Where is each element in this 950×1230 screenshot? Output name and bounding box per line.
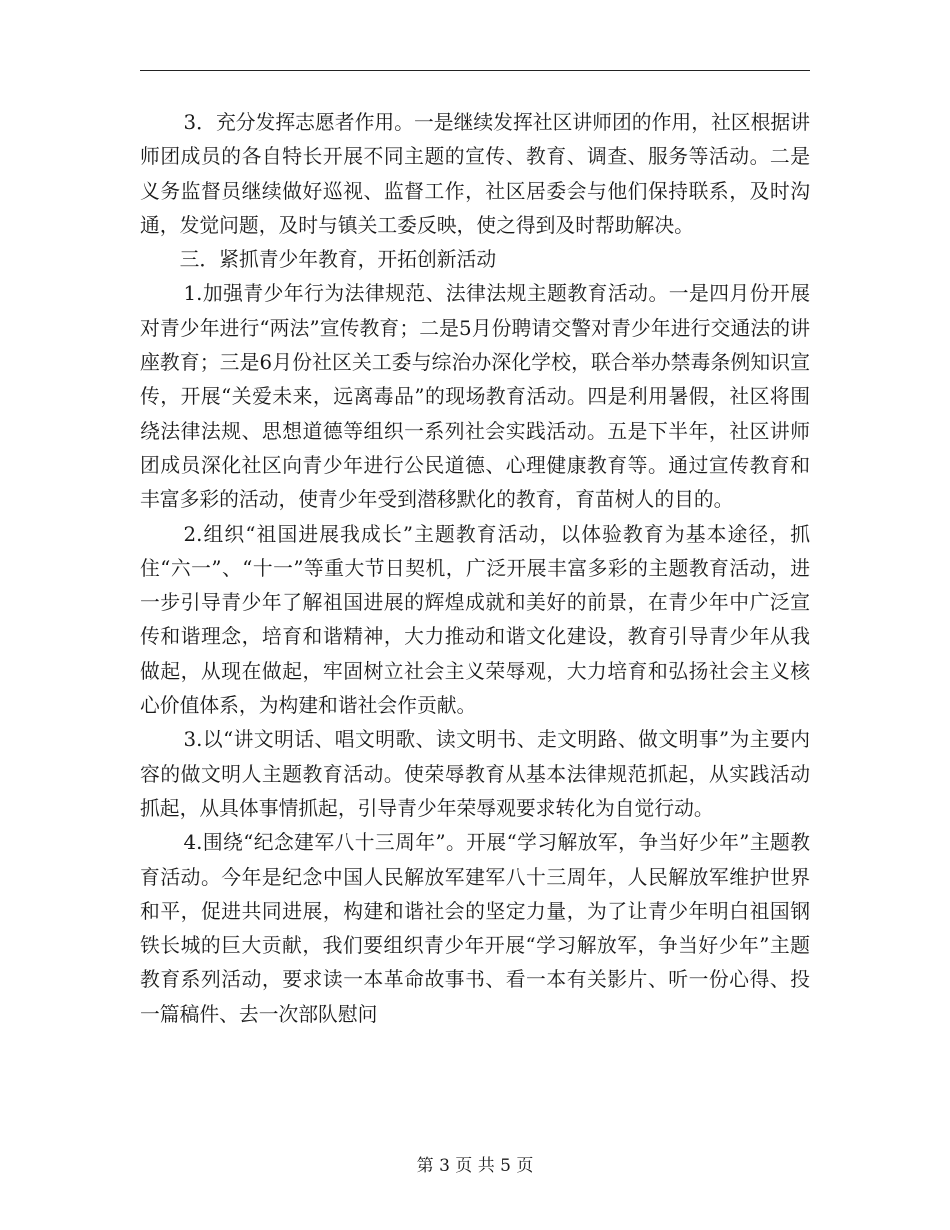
section-heading-youth-education: 三．紧抓青少年教育，开拓创新活动 (179, 248, 497, 272)
document-body (140, 106, 810, 1032)
paragraph-legal-education: 1.加强青少年行为法律规范、法律法规主题教育活动。一是四月份开展对青少年进行“两法”宣传教育；二是5月份聘请交警对青少年进行交通法的讲座教育；三是6月份社区关工委与综治办深化学校，联合举办禁毒条例知识宣传，开展“关爱未来，远离毒品”的现场教育活动。四是利用暑假，社区将围绕法律法规、思想道德等组织一系列社会实践活动。五是下半年，社区讲师团成员深化社区向青少年进行公民道德、心理健康教育等。通过宣传教育和丰富多彩的活动，使青少年受到潜移默化的教育，育苗树人的目的。 (140, 282, 810, 512)
page-footer: 第 3 页 共 5 页 (416, 1156, 534, 1176)
paragraph-motherland-growth: 2.组织“祖国进展我成长”主题教育活动，以体验教育为基本途径，抓住“六一”、“十一”等重大节日契机，广泛开展丰富多彩的主题教育活动，进一步引导青少年了解祖国进展的辉煌成就和美好的前景，在青少年中广泛宣传和谐理念，培育和谐精神，大力推动和谐文化建设，教育引导青少年从我做起，从现在做起，牢固树立社会主义荣辱观，大力培育和弘扬社会主义核心价值体系，为构建和谐社会作贡献。 (140, 522, 810, 718)
paragraph-army-anniversary: 4.围绕“纪念建军八十三周年”。开展“学习解放军，争当好少年”主题教育活动。今年是纪念中国人民解放军建军八十三周年，人民解放军维护世界和平，促进共同进展，构建和谐社会的坚定力量，为了让青少年明白祖国钢铁长城的巨大贡献，我们要组织青少年开展“学习解放军，争当好少年”主题教育系列活动，要求读一本革命故事书、看一本有关影片、听一份心得、投一篇稿件、去一次部队慰问 (140, 831, 810, 1026)
paragraph-volunteers: 3．充分发挥志愿者作用。一是继续发挥社区讲师团的作用，社区根据讲师团成员的各自特长开展不同主题的宣传、教育、调查、服务等活动。二是义务监督员继续做好巡视、监督工作，社区居委会与他们保持联系，及时沟通，发觉问题，及时与镇关工委反映，使之得到及时帮助解决。 (140, 111, 810, 237)
header-rule (140, 70, 810, 71)
paragraph-civility-education: 3.以“讲文明话、唱文明歌、读文明书、走文明路、做文明事”为主要内容的做文明人主题教育活动。使荣辱教育从基本法律规范抓起，从实践活动抓起，从具体事情抓起，引导青少年荣辱观要求转化为自觉行动。 (140, 728, 810, 820)
